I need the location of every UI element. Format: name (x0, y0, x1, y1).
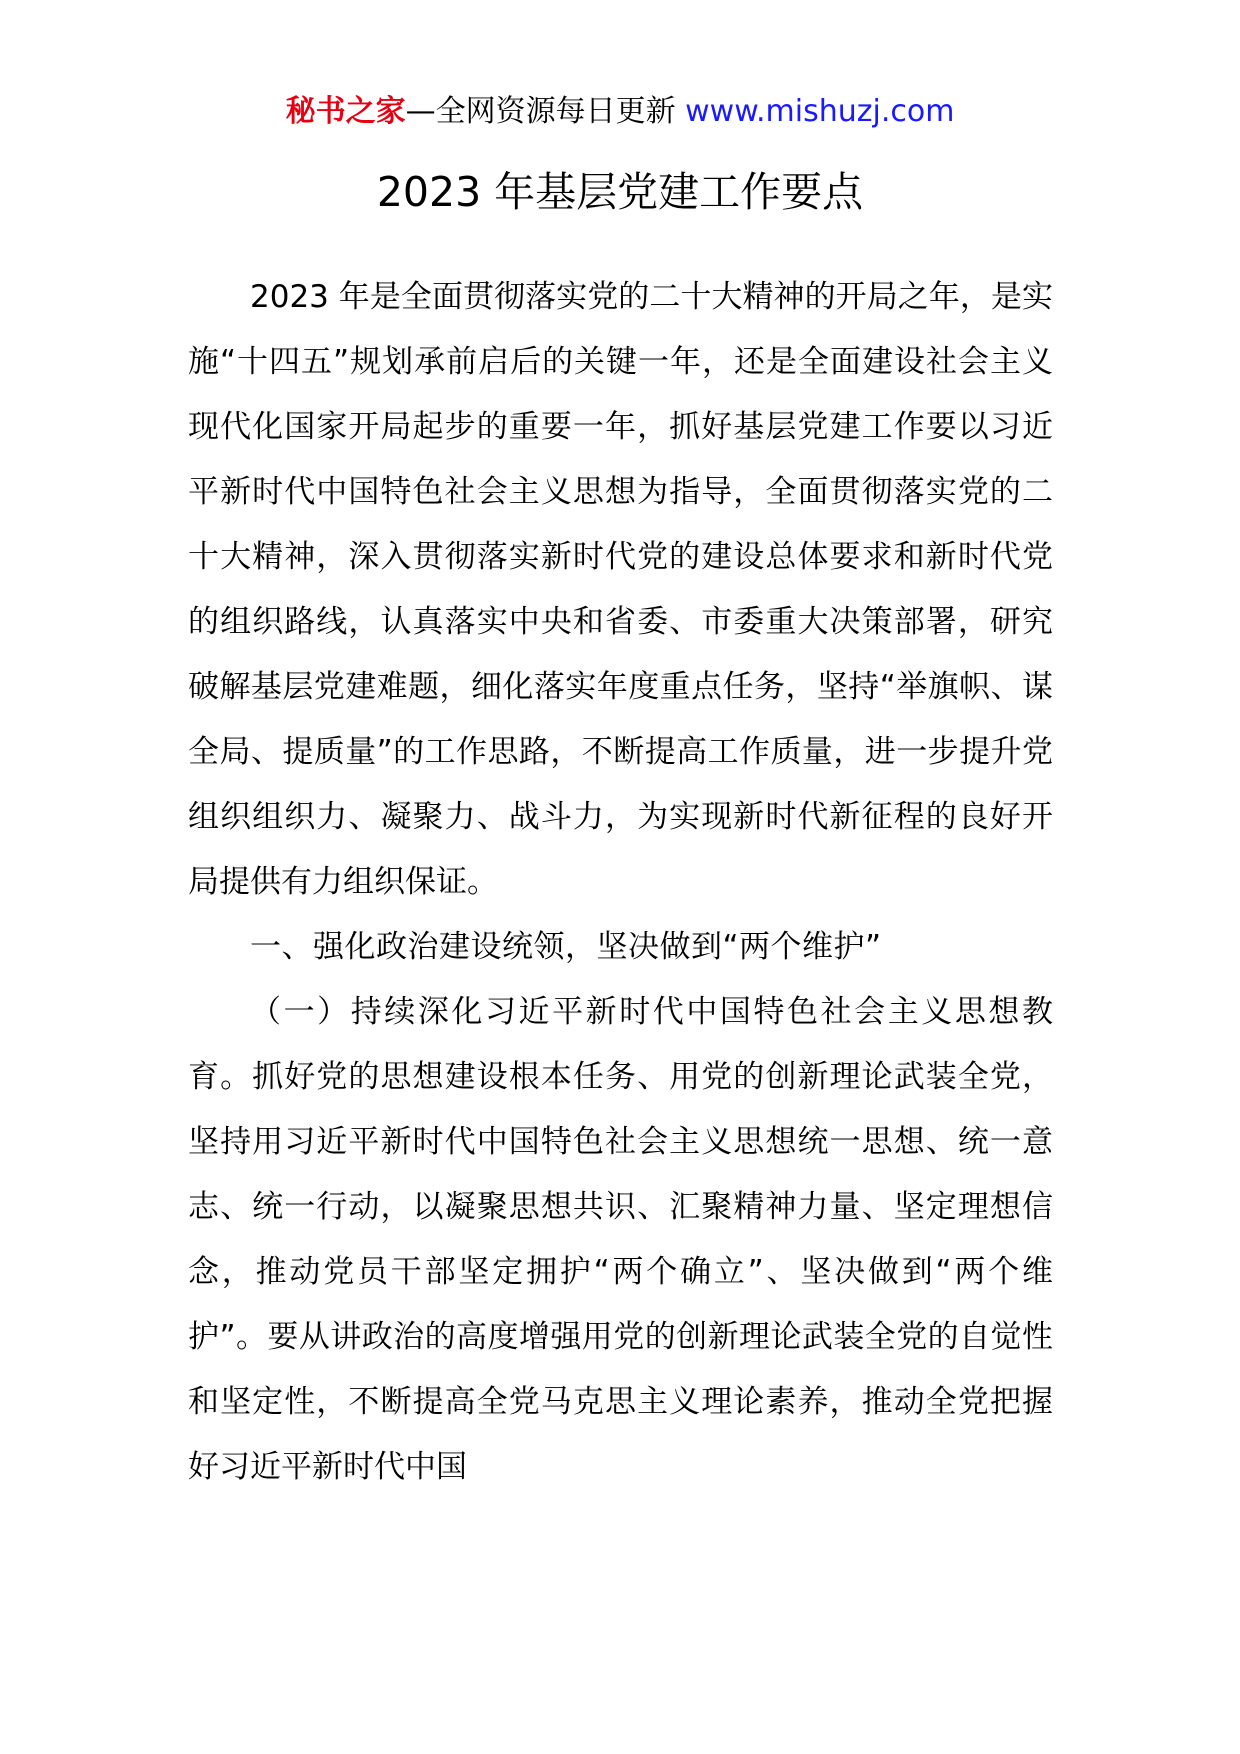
site-header (0, 92, 1240, 132)
document-title: 2023 年基层党建工作要点 (376, 168, 864, 216)
site-tagline: —全网资源每日更新 (405, 94, 686, 129)
section-heading-1: 一、强化政治建设统领，坚决做到“两个维护” (250, 929, 882, 965)
document-body (188, 265, 1053, 1500)
intro-paragraph: 2023 年是全面贯彻落实党的二十大精神的开局之年，是实施“十四五”规划承前启后的关键一年，还是全面建设社会主义现代化国家开局起步的重要一年，抓好基层党建工作要以习近平新时代中国特色社会主义思想为指导，全面贯彻落实党的二十大精神，深入贯彻落实新时代党的建设总体要求和新时代党的组织路线，认真落实中央和省委、市委重大决策部署，研究破解基层党建难题，细化落实年度重点任务，坚持“举旗帜、谋全局、提质量”的工作思路，不断提高工作质量，进一步提升党组织组织力、凝聚力、战斗力，为实现新时代新征程的良好开局提供有力组织保证。 (188, 279, 1053, 900)
site-brand: 秘书之家 (285, 94, 406, 129)
section-1-1-paragraph: （一）持续深化习近平新时代中国特色社会主义思想教育。抓好党的思想建设根本任务、用党的创新理论武装全党，坚持用习近平新时代中国特色社会主义思想统一思想、统一意志、统一行动，以凝聚思想共识、汇聚精神力量、坚定理想信念，推动党员干部坚定拥护“两个确立”、坚决做到“两个维护”。要从讲政治的高度增强用党的创新理论武装全党的自觉性和坚定性，不断提高全党马克思主义理论素养，推动全党把握好习近平新时代中国 (188, 994, 1053, 1485)
site-url-link[interactable]: www.mishuzj.com (685, 94, 955, 129)
